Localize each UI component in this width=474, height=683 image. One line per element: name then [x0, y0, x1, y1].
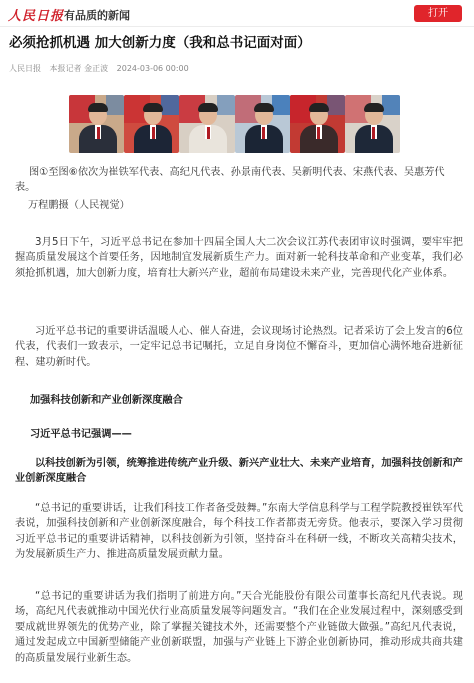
- article-source[interactable]: 人民日报: [9, 64, 41, 73]
- delegate-photo[interactable]: [69, 95, 124, 153]
- person-tie: [262, 127, 265, 139]
- paragraph-1: 3月5日下午，习近平总书记在参加十四届全国人大二次会议江苏代表团审议时强调，要牢牢把握高质量发展这个首要任务，因地制宜发展新质生产力。面对新一轮科技革命和产业变革，我们必须抢抓机遇，加大创新力度，培育壮大新兴产业，超前布局建设未来产业，完善现代化产业体系。: [15, 237, 463, 279]
- banner-shape: [217, 95, 235, 115]
- brand-slogan: 有品质的新闻: [64, 9, 130, 22]
- section-heading: 加强科技创新和产业创新深度融合: [30, 395, 183, 406]
- article-meta: [9, 63, 195, 74]
- banner-shape: [272, 95, 290, 115]
- delegate-photo[interactable]: [235, 95, 290, 153]
- person-tie: [207, 127, 210, 139]
- article-datetime: 2024-03-06 00:00: [116, 64, 189, 73]
- banner-shape: [106, 95, 124, 115]
- person-hair: [143, 103, 163, 112]
- quote-highlight: 以科技创新为引领，统筹推进传统产业升级、新兴产业壮大、未来产业培育，加强科技创新和产业创新深度融合: [15, 458, 463, 485]
- banner-shape: [161, 95, 179, 115]
- person-hair: [254, 103, 274, 112]
- person-hair: [309, 103, 329, 112]
- photo-credit: 万程鹏摄（人民视觉）: [28, 200, 130, 211]
- person-tie: [317, 127, 320, 139]
- photo-caption: 图①至图⑥依次为崔铁军代表、高纪凡代表、孙景南代表、吴新明代表、宋燕代表、吴惠芳代表。: [15, 167, 445, 193]
- person-hair: [88, 103, 108, 112]
- delegate-photo[interactable]: [124, 95, 179, 153]
- section-subheading: 习近平总书记强调——: [30, 429, 132, 440]
- top-bar: [0, 0, 474, 27]
- person-tie: [372, 127, 375, 139]
- article-title: 必须抢抓机遇 加大创新力度（我和总书记面对面）: [9, 35, 311, 51]
- person-hair: [364, 103, 384, 112]
- person-tie: [97, 127, 100, 139]
- delegate-photo[interactable]: [179, 95, 234, 153]
- banner-shape: [327, 95, 345, 115]
- article-reporter: 本报记者 金正波: [49, 64, 109, 73]
- delegate-photo[interactable]: [290, 95, 345, 153]
- delegate-photo[interactable]: [345, 95, 400, 153]
- banner-shape: [382, 95, 400, 115]
- person-tie: [152, 127, 155, 139]
- paragraph-4: “总书记的重要讲话为我们指明了前进方向。”天合光能股份有限公司董事长高纪凡代表说。现场，高纪凡代表就推动中国光伏行业高质量发展等问题发言。“我们在企业发展过程中，深刻感受到要成就世界领先的优势产业，除了掌握关键技术外，还需要整个产业链做大做强。”高纪凡代表说，通过发起成立中国新型储能产业创新联盟，加强与产业链上下游企业创新协同，推动形成共商共建的高质量发展行业新生态。: [15, 591, 463, 664]
- paragraph-3: “总书记的重要讲话，让我们科技工作者备受鼓舞。”东南大学信息科学与工程学院教授崔铁军代表说，加强科技创新和产业创新深度融合，每个科技工作者都责无旁贷。他表示，要深入学习贯彻习近平总书记的重要讲话精神，以科技创新为引领，坚持奋斗在科研一线，不断攻关高精尖技术，为发展新质生产力、推进高质量发展贡献力量。: [15, 503, 463, 561]
- open-app-button[interactable]: 打开: [414, 5, 462, 22]
- photo-strip: [69, 95, 400, 153]
- paragraph-2: 习近平总书记的重要讲话温暖人心、催人奋进，会议现场讨论热烈。记者采访了会上发言的6位代表，代表们一致表示，一定牢记总书记嘱托，立足自身岗位不懈奋斗，更加信心满怀地奋进新征程、建功新时代。: [15, 326, 463, 368]
- person-hair: [198, 103, 218, 112]
- brand-logo[interactable]: 人民日报: [8, 9, 65, 24]
